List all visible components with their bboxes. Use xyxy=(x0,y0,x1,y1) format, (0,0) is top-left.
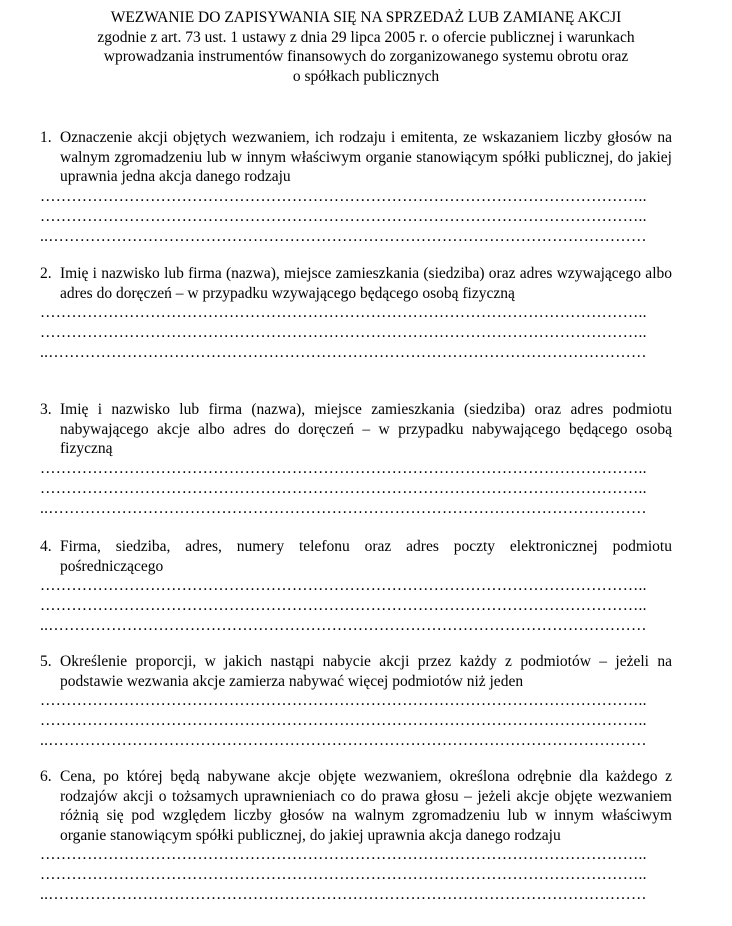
item-number: 2. xyxy=(40,265,52,282)
title-line: WEZWANIE DO ZAPISYWANIA SIĘ NA SPRZEDAŻ LUB ZAMIANĘ AKCJI xyxy=(110,9,622,26)
title-line: o spółkach publicznych xyxy=(292,67,440,85)
item-description: Określenie proporcji, w jakich nastąpi nabycie akcji przez każdy z podmiotów – jeżeli na podstawie wezwania akcje zamierza nabywać więcej podmiotów niż jeden xyxy=(60,653,672,690)
form-item-1 xyxy=(40,128,672,247)
fill-in-line[interactable]: ..…………………………………………………………………………………………………… xyxy=(40,499,647,517)
fill-in-line[interactable]: …………………………………………………………………………………………………….. xyxy=(40,207,647,225)
fill-in-line[interactable]: …………………………………………………………………………………………………….. xyxy=(40,692,647,710)
fill-in-line[interactable]: …………………………………………………………………………………………………….. xyxy=(40,187,647,205)
item-number: 3. xyxy=(40,401,52,418)
form-item-5 xyxy=(40,652,672,751)
fill-in-line[interactable]: …………………………………………………………………………………………………….. xyxy=(40,479,647,497)
form-item-2 xyxy=(40,264,672,363)
item-number: 5. xyxy=(40,653,52,670)
fill-in-line[interactable]: …………………………………………………………………………………………………….. xyxy=(40,846,647,864)
title-line: zgodnie z art. 73 ust. 1 ustawy z dnia 29 lipca 2005 r. o ofercie publicznej i warunkach xyxy=(97,28,635,46)
form-item-6 xyxy=(40,767,672,905)
fill-in-line[interactable]: ..…………………………………………………………………………………………………… xyxy=(40,617,647,635)
fill-in-line[interactable]: …………………………………………………………………………………………………….. xyxy=(40,712,647,730)
fill-in-line[interactable]: ..…………………………………………………………………………………………………… xyxy=(40,886,647,904)
form-item-4 xyxy=(40,537,672,636)
fill-in-line[interactable]: ..…………………………………………………………………………………………………… xyxy=(40,732,647,750)
fill-in-line[interactable]: …………………………………………………………………………………………………….. xyxy=(40,459,647,477)
fill-in-line[interactable]: …………………………………………………………………………………………………….. xyxy=(40,324,647,342)
fill-in-line[interactable]: ..…………………………………………………………………………………………………… xyxy=(40,227,647,245)
item-description: Firma, siedziba, adres, numery telefonu oraz adres poczty elektronicznej podmiotu pośredniczącego xyxy=(60,538,672,575)
item-description: Oznaczenie akcji objętych wezwaniem, ich rodzaju i emitenta, ze wskazaniem liczby głosów na walnym zgromadzeniu lub w innym właściwym organie stanowiącym spółki publicznej, do jakiej uprawnia jedna akcja danego rodzaju xyxy=(60,129,672,186)
fill-in-line[interactable]: …………………………………………………………………………………………………….. xyxy=(40,577,647,595)
item-description: Imię i nazwisko lub firma (nazwa), miejsce zamieszkania (siedziba) oraz adres wzywającego albo adres do doręczeń – w przypadku wzywającego będącego osobą fizyczną xyxy=(60,265,672,302)
item-description: Imię i nazwisko lub firma (nazwa), miejsce zamieszkania (siedziba) oraz adres podmiotu nabywającego akcje albo adres do doręczeń – w przypadku nabywającego będącego osobą fizyczną xyxy=(60,401,672,458)
fill-in-line[interactable]: ..…………………………………………………………………………………………………… xyxy=(40,344,647,362)
title-line: wprowadzania instrumentów finansowych do zorganizowanego systemu obrotu oraz xyxy=(103,48,629,65)
item-number: 4. xyxy=(40,538,52,555)
form-item-3 xyxy=(40,400,672,519)
item-number: 1. xyxy=(40,129,52,146)
fill-in-line[interactable]: …………………………………………………………………………………………………….. xyxy=(40,304,647,322)
document-title xyxy=(40,8,692,86)
item-description: Cena, po której będą nabywane akcje objęte wezwaniem, określona odrębnie dla każdego z rodzajów akcji o tożsamych uprawnieniach co do prawa głosu – jeżeli akcje objęte wezwaniem różnią się pod względem liczby głosów na walnym zgromadzeniu lub w innym właściwym organie stanowiącym spółki publicznej, do jakiej uprawnia akcja danego rodzaju xyxy=(60,768,672,844)
fill-in-line[interactable]: …………………………………………………………………………………………………….. xyxy=(40,866,647,884)
fill-in-line[interactable]: …………………………………………………………………………………………………….. xyxy=(40,597,647,615)
item-number: 6. xyxy=(40,768,52,785)
